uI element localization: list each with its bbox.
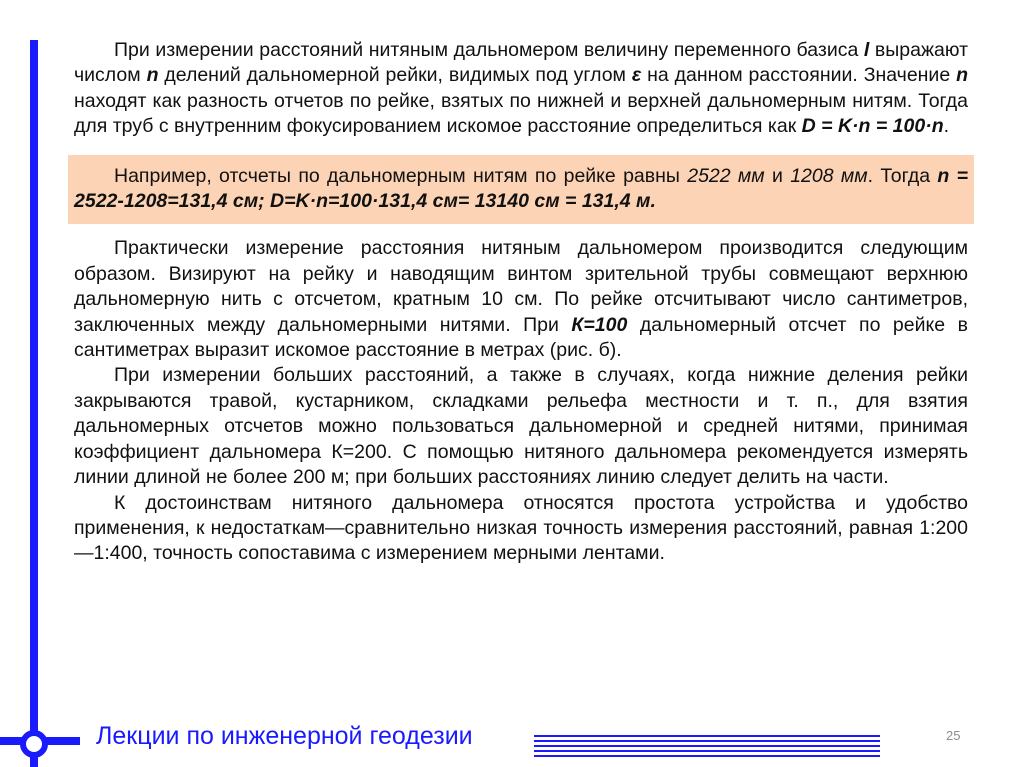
frame-ring-icon: [20, 730, 48, 758]
page-number: 25: [946, 728, 961, 743]
example-paragraph: [74, 164, 968, 215]
footer-stripes: [534, 735, 880, 757]
stripe-line: [534, 745, 880, 747]
p1-text-d: на данном расстоянии. Значение: [641, 64, 957, 87]
slide-content: [74, 38, 968, 567]
p2-text-a: Практически измерение расстояния нитяным дальномером производится следующим образом. Визируют на рейку и наводящим винтом зрительной трубы совмещают верхнюю дальномерную нить с отсчетом, кратным 10 см. По рейке отсчитывают число сантиметров, заключенных между дальномерными нитями. При: [74, 237, 968, 336]
example-text-b: и: [764, 164, 791, 187]
example-value-1: 2522 мм: [687, 164, 765, 187]
stripe-line: [534, 750, 880, 752]
p1-text-a: При измерении расстояний нитяным дальномером величину переменного базиса: [114, 39, 864, 61]
footer-title: Лекции по инженерной геодезии: [96, 722, 473, 750]
p1-var-n2: n: [956, 64, 968, 87]
p1-formula: D = K·n = 100·n: [801, 115, 944, 138]
p1-text-b: выражают числом: [74, 39, 969, 87]
paragraph-1: [74, 38, 968, 140]
paragraph-3: При измерении больших расстояний, а также в случаях, когда нижние деления рейки закрываются травой, кустарником, складками рельефа местности и т. п., для взятия дальномерных отсчетов можно пользоваться дальномерной и средней нитями, принимая коэффициент дальномера К=200. С помощью нитяного дальномера рекомендуется измерять линии длиной не более 200 м; при больших расстояниях линию следует делить на части.: [74, 364, 968, 489]
p1-var-n1: n: [146, 64, 159, 87]
example-calculation: n = 2522-1208=131,4 см; D=K·n=100·131,4 см= 13140 см = 131,4 м.: [74, 164, 968, 213]
stripe-line: [534, 740, 880, 742]
example-value-2: 1208 мм: [790, 164, 868, 187]
p1-text-c: делений дальномерной рейки, видимых под углом: [158, 64, 632, 87]
p1-end: .: [943, 115, 950, 138]
p1-text-e: находят как разность отчетов по рейке, взятых по нижней и верхней дальномерным нитям. Тогда для труб с внутренним фокусированием искомое расстояние определиться как: [74, 89, 968, 138]
paragraph-2: [74, 236, 968, 363]
example-text-a: Например, отсчеты по дальномерным нитям по рейке равны: [114, 164, 688, 187]
left-frame-line: [30, 40, 38, 767]
p2-text-b: дальномерный отсчет по рейке в сантиметрах выразит искомое расстояние в метрах (рис. б).: [74, 313, 968, 362]
example-box: [68, 155, 974, 225]
paragraph-4: К достоинствам нитяного дальномера относятся простота устройства и удобство применения, к недостаткам—сравнительно низкая точность измерения расстояний, равная 1:200—1:400, точность сопоставима с измерением мерными лентами.: [74, 491, 968, 565]
example-text-c: . Тогда: [867, 164, 938, 187]
p1-var-eps: ε: [631, 64, 642, 87]
p1-var-l: l: [863, 39, 870, 61]
p2-coefficient: К=100: [571, 313, 628, 336]
stripe-line: [534, 755, 880, 757]
stripe-line: [534, 735, 880, 737]
